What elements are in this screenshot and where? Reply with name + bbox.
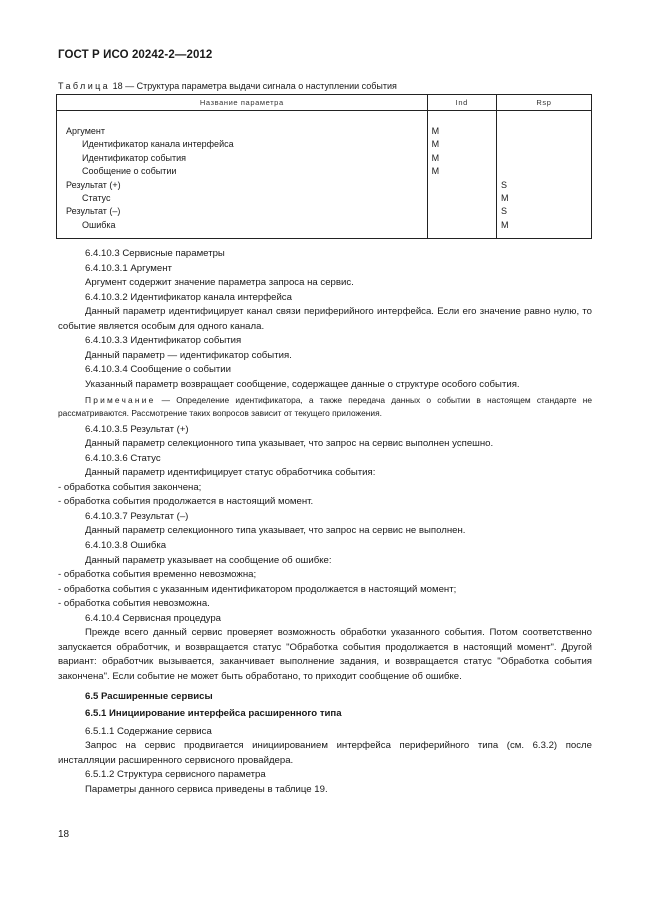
table-row-rsp: M	[500, 219, 509, 230]
column-header-ind: Ind	[427, 95, 496, 111]
paragraph: Данный параметр идентифицирует статус обработчика события:	[85, 467, 376, 479]
note-label: Примечание	[85, 395, 156, 406]
section-title: 6.5 Расширенные сервисы	[85, 690, 213, 702]
paragraph: Параметры данного сервиса приведены в таблице 19.	[85, 783, 328, 795]
table-row-ind: M	[431, 139, 440, 150]
parameter-table	[56, 94, 592, 239]
subsection-heading: 6.5.1.1 Содержание сервиса	[85, 725, 212, 737]
rsp-cell	[496, 111, 591, 239]
paragraph: Данный параметр указывает на сообщение об ошибке:	[85, 554, 332, 566]
table-row-ind: M	[431, 126, 440, 136]
subsection-heading: 6.4.10.3.8 Ошибка	[85, 540, 167, 552]
column-header-name: Название параметра	[57, 95, 428, 111]
table-row-rsp: S	[500, 179, 507, 190]
note-text: — Определение идентификатора, а также передача данных о событии в настоящем стандарте не рассматриваются. Рассмотрение таких вопросов зависит от текущего приложения.	[58, 395, 592, 419]
paragraph: Данный параметр идентифицирует канал связи периферийного интерфейса. Если его значение равно нулю, то событие является особым для одного канала.	[58, 306, 592, 332]
names-cell	[57, 111, 428, 239]
paragraph: Данный параметр селекционного типа указывает, что запрос на сервис выполнен успешно.	[85, 438, 494, 450]
list-item: - обработка события закончена;	[58, 481, 202, 493]
list-item: - обработка события с указанным идентификатором продолжается в настоящий момент;	[58, 583, 457, 595]
document-body	[58, 247, 592, 797]
paragraph: Запрос на сервис продвигается инициированием интерфейса периферийного типа (см. 6.3.2) после инсталляции расширенного сервисного провайдера.	[58, 740, 592, 766]
table-row-rsp: M	[500, 192, 509, 203]
subsection-heading: 6.4.10.3.7 Результат (–)	[85, 510, 189, 522]
table-row-name: Результат (–)	[66, 206, 121, 217]
table-row-name: Сообщение о событии	[82, 166, 177, 177]
paragraph: Аргумент содержит значение параметра запроса на сервис.	[85, 277, 354, 289]
table-row-name: Статус	[82, 192, 111, 203]
table-row-ind: M	[431, 152, 440, 163]
table-row-ind	[428, 205, 496, 218]
list-item: - обработка события невозможна.	[58, 598, 210, 610]
subsection-heading: 6.4.10.4 Сервисная процедура	[85, 612, 222, 624]
table-row-name: Идентификатор события	[82, 152, 187, 163]
list-item: - обработка события продолжается в настоящий момент.	[58, 496, 314, 508]
table-row-name: Результат (+)	[66, 179, 121, 190]
table-row-name: Аргумент	[66, 126, 105, 136]
note	[58, 394, 592, 419]
list-item: - обработка события временно невозможна;	[58, 569, 257, 581]
table-caption-text: 18 — Структура параметра выдачи сигнала о наступлении события	[110, 81, 397, 91]
paragraph: Указанный параметр возвращает сообщение, содержащее данные о структуре особого события.	[85, 378, 520, 390]
section-heading: 6.4.10.3 Сервисные параметры	[85, 248, 225, 259]
subsection-heading: 6.4.10.3.1 Аргумент	[85, 262, 172, 274]
document-header: ГОСТ Р ИСО 20242-2—2012	[58, 49, 213, 61]
table-caption	[58, 81, 397, 91]
table-row-ind	[428, 219, 496, 232]
table-row-ind	[428, 179, 496, 192]
table-row-rsp	[497, 165, 591, 178]
table-row-ind	[428, 192, 496, 205]
table-row-name: Идентификатор канала интерфейса	[82, 139, 234, 150]
subsection-heading: 6.4.10.3.6 Статус	[85, 452, 161, 464]
section-title: 6.5.1 Инициирование интерфейса расширенного типа	[85, 708, 342, 720]
table-row-rsp	[497, 125, 591, 138]
column-header-rsp: Rsp	[496, 95, 591, 111]
subsection-heading: 6.4.10.3.2 Идентификатор канала интерфейса	[85, 291, 292, 303]
subsection-heading: 6.5.1.2 Структура сервисного параметра	[85, 769, 266, 781]
table-row-rsp	[497, 152, 591, 165]
paragraph: Прежде всего данный сервис проверяет возможность обработки указанного события. Потом соответственно запускается обработчик, и возвращается статус "Обработка события продолжается в настоящий момент". Другой вариант: обработчик вызывается, заканчивает выполнение задания, и возвращается статус "Обработка события закончена". Если событие не может быть обработано, то приходит сообщение об ошибке.	[58, 627, 592, 682]
table-row-rsp: S	[500, 206, 507, 217]
subsection-heading: 6.4.10.3.5 Результат (+)	[85, 423, 189, 435]
subsection-heading: 6.4.10.3.4 Сообщение о событии	[85, 364, 231, 376]
table-row-name: Ошибка	[82, 219, 116, 230]
paragraph: Данный параметр — идентификатор события.	[85, 349, 292, 361]
ind-cell	[427, 111, 496, 239]
table-caption-label: Таблица	[58, 81, 111, 91]
table-row-rsp	[497, 138, 591, 151]
table-row-ind: M	[431, 166, 440, 177]
page-number: 18	[58, 829, 70, 840]
paragraph: Данный параметр селекционного типа указывает, что запрос на сервис не выполнен.	[85, 525, 466, 537]
subsection-heading: 6.4.10.3.3 Идентификатор события	[85, 335, 242, 347]
